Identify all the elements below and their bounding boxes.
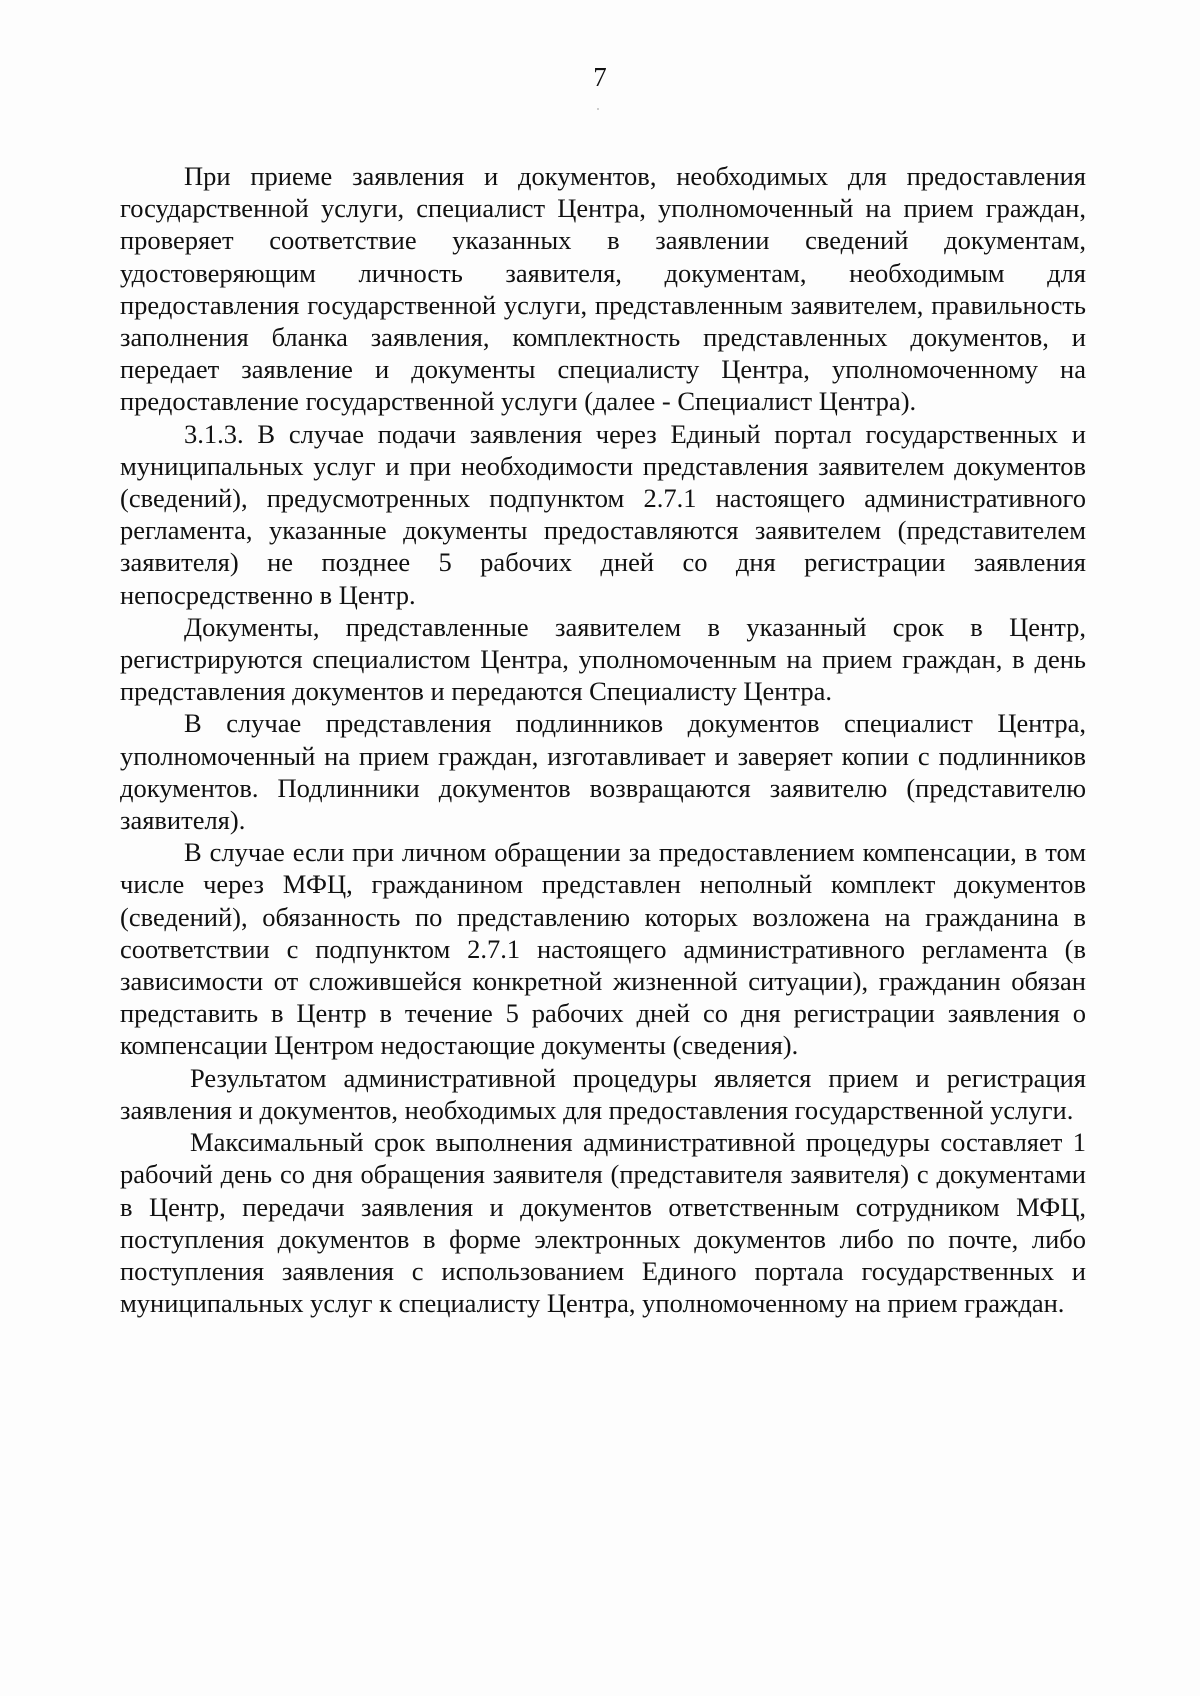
document-body (120, 160, 1086, 1319)
page-number: 7 (593, 62, 607, 92)
scan-speck (597, 108, 599, 110)
paragraph-original-documents: В случае представления подлинников документов специалист Центра, уполномоченный на прием граждан, изготавливает и заверяет копии с подлинников документов. Подлинники документов возвращаются заявителю (представителю заявителя). (120, 708, 1086, 836)
paragraph-3-1-3-portal-submission: 3.1.3. В случае подачи заявления через Единый портал государственных и муниципальных услуг и при необходимости представления заявителем документов (сведений), предусмотренных подпунктом 2.7.1 настоящего административного регламента, указанные документы предоставляются заявителем (представителем заявителя) не позднее 5 рабочих дней со дня регистрации заявления непосредственно в Центр. (120, 418, 1086, 610)
paragraph-procedure-result: Результатом административной процедуры является прием и регистрация заявления и документов, необходимых для предоставления государственной услуги. (120, 1062, 1086, 1125)
paragraph-document-check: При приеме заявления и документов, необходимых для предоставления государственной услуги, специалист Центра, уполномоченный на прием граждан, проверяет соответствие указанных в заявлении сведений документам, удостоверяющим личность заявителя, документам, необходимым для предоставления государственной услуги, представленным заявителем, правильность заполнения бланка заявления, комплектность представленных документов, и передает заявление и документы специалисту Центра, уполномоченному на предоставление государственной услуги (далее - Специалист Центра). (120, 161, 1086, 417)
paragraph-incomplete-set: В случае если при личном обращении за предоставлением компенсации, в том числе через МФЦ, гражданином представлен неполный комплект документов (сведений), обязанность по представлению которых возложена на гражданина в соответствии с подпунктом 2.7.1 настоящего административного регламента (в зависимости от сложившейся конкретной жизненной ситуации), гражданин обязан представить в Центр в течение 5 рабочих дней со дня регистрации заявления о компенсации Центром недостающие документы (сведения). (120, 837, 1086, 1061)
paragraph-document-registration: Документы, представленные заявителем в указанный срок в Центр, регистрируются специалистом Центра, уполномоченным на прием граждан, в день представления документов и передаются Специалисту Центра. (120, 611, 1086, 707)
paragraph-maximum-term: Максимальный срок выполнения административной процедуры составляет 1 рабочий день со дня обращения заявителя (представителя заявителя) с документами в Центр, передачи заявления и документов ответственным сотрудником МФЦ, поступления документов в форме электронных документов либо по почте, либо поступления заявления с использованием Единого портала государственных и муниципальных услуг к специалисту Центра, уполномоченному на прием граждан. (120, 1127, 1086, 1319)
